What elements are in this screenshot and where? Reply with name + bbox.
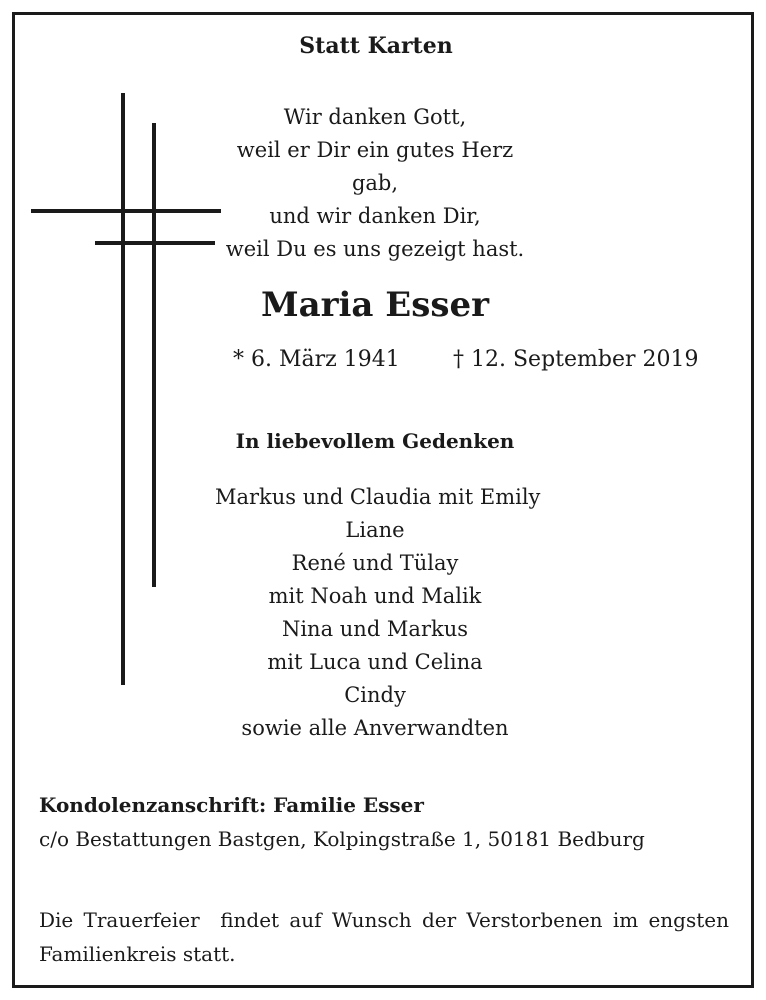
birth-date: * 6. März 1941 (233, 347, 400, 372)
mourner-line: Liane (345, 518, 405, 542)
death-date: † 12. September 2019 (453, 347, 699, 372)
mourner-line: Markus und Claudia mit Emily (215, 485, 541, 509)
poem-line: weil er Dir ein gutes Herz gab, (236, 138, 514, 195)
poem-line: und wir danken Dir, (269, 204, 481, 228)
mourner-line: mit Luca und Celina (267, 650, 483, 674)
mourners-list (215, 481, 541, 745)
mourner-line: sowie alle Anverwandten (241, 716, 509, 740)
mourner-line: Cindy (344, 683, 406, 707)
deceased-name: Maria Esser (260, 285, 490, 325)
obituary-notice (12, 12, 754, 988)
condolence-address: c/o Bestattungen Bastgen, Kolpingstraße 1, 50181 Bedburg (39, 827, 645, 851)
poem (215, 101, 535, 266)
mourner-line: René und Tülay (291, 551, 459, 575)
funeral-note: Die Trauerfeier findet auf Wunsch der Verstorbenen im engsten Familienkreis statt. (39, 908, 736, 966)
poem-line: weil Du es uns gezeigt hast. (225, 237, 525, 261)
mourner-line: Nina und Markus (281, 617, 469, 641)
mourner-line: mit Noah und Malik (268, 584, 482, 608)
condolence-label: Kondolenzanschrift: Familie Esser (39, 793, 424, 817)
in-memory-heading: In liebevollem Gedenken (235, 429, 515, 453)
header-statt-karten: Statt Karten (299, 33, 453, 59)
poem-line: Wir danken Gott, (283, 105, 467, 129)
